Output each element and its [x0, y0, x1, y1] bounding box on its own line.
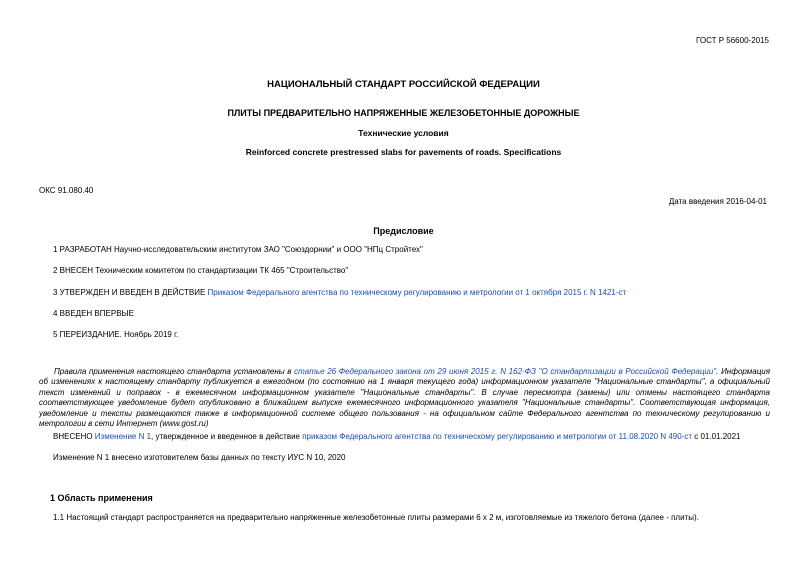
preface-item-submitted: 2 ВНЕСЕН Техническим комитетом по стандартизации ТК 465 "Строительство"	[53, 266, 349, 275]
federal-law-link[interactable]: статье 26 Федерального закона от 29 июня 2015 г. N 162-ФЗ "О стандартизации в Российской Федерации"	[294, 367, 717, 376]
section-heading-scope: 1 Область применения	[50, 493, 153, 503]
document-title-ru: ПЛИТЫ ПРЕДВАРИТЕЛЬНО НАПРЯЖЕННЫЕ ЖЕЛЕЗОБЕТОННЫЕ ДОРОЖНЫЕ	[227, 108, 580, 118]
standard-title: НАЦИОНАЛЬНЫЙ СТАНДАРТ РОССИЙСКОЙ ФЕДЕРАЦИИ	[267, 79, 540, 90]
document-number: ГОСТ Р 56600-2015	[696, 36, 769, 45]
section-paragraph-1-1: 1.1 Настоящий стандарт распространяется на предварительно напряженные железобетонные плиты размерами 6 х 2 м, изготовляемые из тяжелого бетона (далее - плиты).	[53, 513, 699, 522]
preface-item-approved-text: 3 УТВЕРЖДЕН И ВВЕДЕН В ДЕЙСТВИЕ	[53, 288, 208, 297]
preface-heading: Предисловие	[373, 226, 434, 236]
change-note: Изменение N 1 внесено изготовителем базы данных по тексту ИУС N 10, 2020	[53, 453, 346, 462]
order-link[interactable]: Приказом Федерального агентства по техническому регулированию и метрологии от 1 октября 2015 г. N 1421-ст	[207, 288, 627, 297]
preface-item-approved	[53, 288, 773, 299]
preface-item-developed: 1 РАЗРАБОТАН Научно-исследовательским институтом ЗАО "Союздорнии" и ООО "НПц Стройтех"	[53, 245, 423, 254]
preface-item-reissue: 5 ПЕРЕИЗДАНИЕ. Ноябрь 2019 г.	[53, 330, 179, 339]
rules-text-end: . Информация об изменениях к настоящему стандарту публикуется в ежегодном (по состоянию на 1 января текущего года) информационном указателе "Национальные стандарты", а официальный текст изменений и поправок - в ежемесячном информационном указателе "Национальные стандарты". В случае пересмотра (замены) или отмены настоящего стандарта соответствующее уведомление будет опубликовано в ближайшем выпуске ежемесячного информационного указателя "Национальные стандарты". Соответствующая информация, уведомление и тексты размещаются также в информационной системе общего пользования - на официальном сайте Федерального агентства по техническому регулированию и метрологии в сети Интернет (www.gost.ru)	[39, 367, 771, 428]
amendment-prefix: ВНЕСЕНО	[53, 432, 95, 441]
amendment-order-link[interactable]: приказом Федерального агентства по техническому регулированию и метрологии от 11.08.2020 N 490-ст	[302, 432, 693, 441]
introduction-date: Дата введения 2016-04-01	[668, 197, 767, 206]
preface-item-first-introduced: 4 ВВЕДЕН ВПЕРВЫЕ	[53, 309, 134, 318]
oks-code: ОКС 91.080.40	[39, 186, 94, 195]
amendment-middle: , утвержденное и введенное в действие	[151, 432, 303, 441]
rules-paragraph	[39, 367, 770, 429]
rules-text-start: Правила применения настоящего стандарта установлены в	[54, 367, 295, 376]
document-subtitle-ru: Технические условия	[358, 128, 449, 138]
amendment-link[interactable]: Изменение N 1	[94, 432, 152, 441]
document-title-en: Reinforced concrete prestressed slabs for pavements of roads. Specifications	[245, 147, 562, 157]
amendment-line	[53, 432, 741, 443]
amendment-suffix: с 01.01.2021	[692, 432, 741, 441]
